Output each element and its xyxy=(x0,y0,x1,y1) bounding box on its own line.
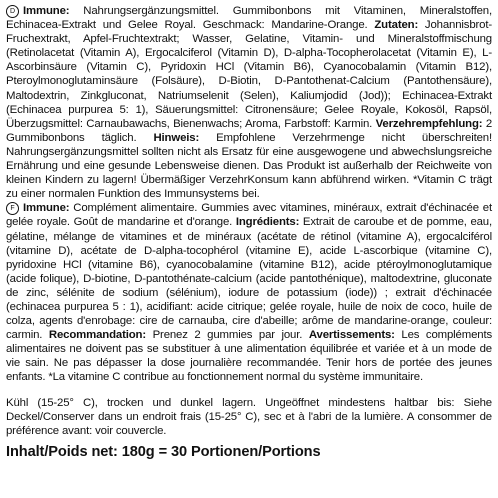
french-text-block xyxy=(6,201,492,384)
german-dosage-label: Verzehrempfehlung: xyxy=(375,117,483,130)
french-notice-label: Avertissements: xyxy=(308,329,395,342)
german-notice-label: Hinweis: xyxy=(153,131,200,144)
german-language-badge: D xyxy=(6,5,19,18)
french-intro: Complément alimentaire. Gummies avec vitamines, minéraux, extrait d'échinacée et gelée royale. Goût de mandarine et d'orange. xyxy=(6,202,492,229)
german-text-block xyxy=(6,4,492,201)
french-immune-label: Immune: xyxy=(23,202,70,215)
french-dosage: Prenez 2 gummies par jour. xyxy=(146,329,309,342)
german-intro: Nahrungsergänzungsmittel. Gummibonbons mit Vitaminen, Mineralstoffen, Echinacea-Extrakt und Gelee Royal. Geschmack: Mandarine-Orange. xyxy=(6,5,493,32)
french-notice: Les compléments alimentaires ne doivent pas se substituer à une alimentation équilibrée et variée et à un mode de vie sain. Ne pas dépasser la dose journalière recommandée. Tenir hors de portée des jeunes enfants. *La vitamine C contribue au fonctionnement normal du système immunitaire. xyxy=(6,329,492,384)
german-ingredients-label: Zutaten: xyxy=(374,19,419,32)
german-ingredients: Johannisbrot-Fruchextrakt, Apfel-Fruchtextrakt; Wasser, Gelatine, Vitamin- und Mineralstoffmischung (Retinolacetat (Vitamin A), Ergocalciferol (Vitamin D), D-alpha-Tocopherolacetat (Vitamin E), L-Ascorbinsäure (Vitamin C), Pyridoxin HCl (Vitamin B6), Cyanocobalamin (Vitamin B12), Pteroylmonoglutaminsäure (Folsäure), D-Biotin, D-Pantothenat-Calcium (Pantothensäure), Maltodextrin, Zinkgluconat, Natriumselenit (Selen), Kaliumjodid (Jod)); Echinacea-Extrakt (Echinacea purpurea 5: 1), Säuerungsmittel: Citronensäure; Gelee Royale, Kokosöl, Rapsöl, Überzugsmittel: Carnaubawachs, Bienenwachs; Aroma, Farbstoff: Karmin. xyxy=(6,19,492,130)
french-ingredients-label: Ingrédients: xyxy=(235,216,300,229)
german-immune-label: Immune: xyxy=(23,5,70,17)
german-notice: Empfohlene Verzehrmenge nicht überschreiten! Nahrungsergänzungsmittel sollten nicht als Ersatz für eine ausgewogene und abwechslungsreiche Ernährung und eine gesunde Lebensweise dienen. Das Produkt ist außerhalb der Reichweite von kleinen Kindern zu lagern! Übermäßiger VerzehrKonsum kann abführend wirken. *Vitamin C trägt zu einer normalen Funktion des Immunsystems bei. xyxy=(6,131,492,201)
french-dosage-label: Recommandation: xyxy=(48,329,147,342)
french-language-badge: F xyxy=(6,202,19,215)
german-dosage: 2 Gummibonbons täglich. xyxy=(6,117,492,144)
french-ingredients: Extrait de caroube et de pomme, eau, gélatine, mélange de vitamines et de minéraux (acétate de rétinol (vitamine A), ergocalciférol (vitamine D), acétate de D-alpha-tocophérol (vitamine E), acide L-ascorbique (vitamine C), pyridoxine HCl (vitamine B6), cyanocobalamine (vitamine B12), acide ptéroylmonoglutamique (acide folique), D-biotine, D-pantothénate-calcium (acide pantothénique), maltodextrine, gluconate de zinc, sélénite de sodium (sélénium), iodure de potassium (iode)) ; extrait d'échinacée (echinacea purpurea 5 : 1), acidifiant: acide citrique; gelée royale, huile de noix de coco, huile de colza, agents d'enrobage: cire de carnauba, cire d'abeille; arôme de mandarine-orange, couleur: carmin. xyxy=(6,216,493,342)
net-content: Inhalt/Poids net: 180g = 30 Portionen/Portions xyxy=(6,443,321,460)
storage-instructions: Kühl (15-25° C), trocken und dunkel lagern. Ungeöffnet mindestens haltbar bis: Siehe Deckel/Conserver dans un endroit frais (15-25° C), sec et à l'abri de la lumière. A consommer de préférence avant: voir couvercle. xyxy=(6,396,492,437)
